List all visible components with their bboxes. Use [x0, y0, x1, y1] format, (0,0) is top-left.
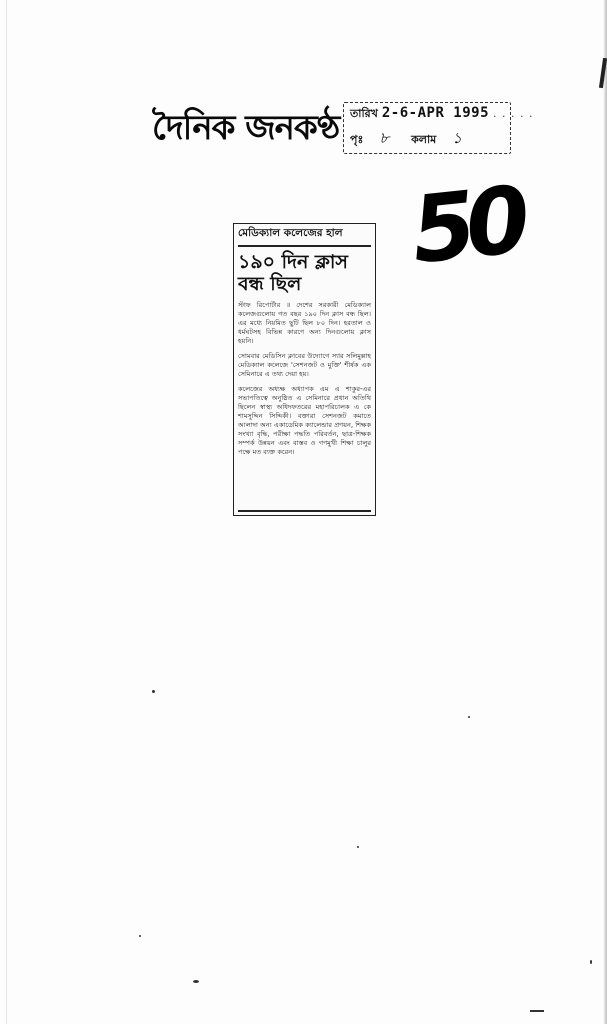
handwritten-page-number: 50 [406, 166, 526, 285]
stamp-page-label: পৃঃ [350, 133, 364, 146]
stamp-dotted-line: . . . . . [493, 107, 534, 120]
date-stamp [343, 102, 534, 154]
scan-speck [590, 960, 592, 964]
scan-speck [530, 1010, 544, 1012]
clipping-headline: ১৯০ দিন ক্লাস বন্ধ ছিল [238, 251, 348, 295]
scan-edge-right [603, 0, 607, 1024]
clipping-paragraph: স্টাফ রিপোর্টার ॥ দেশের সরকারী মেডিক্যাল কলেজগুলোয় গত বছর ১৯০ দিন ক্লাস বন্ধ ছিল। এর মধ্যে নিয়মিত ছুটি ছিল ৮০ দিন। হরতাল ও ধর্মঘটসহ বিভিন্ন কারণে অন্য দিনগুলোয় ক্লাস হয়নি। [238, 301, 371, 345]
stamp-date-value: 2-6-APR 1995 [381, 105, 490, 121]
scan-speck [357, 846, 359, 848]
clipping-kicker: মেডিক্যাল কলেজের হাল [238, 226, 371, 247]
newspaper-masthead: দৈনিক জনকণ্ঠ [152, 108, 340, 148]
scan-speck [152, 690, 155, 693]
stamp-page-row [350, 127, 504, 149]
clipping-body [238, 301, 371, 457]
clipping-paragraph: সোমবার মেডিসিন ক্লাবের উদ্যোগে স্যার সলিমুল্লাহ মেডিক্যাল কলেজে 'সেশনজট ও মুক্তি' শীর্ষক এক সেমিনারে এ তথ্য দেয়া হয়। [238, 352, 371, 378]
scan-speck [193, 980, 199, 983]
scan-edge-left [6, 0, 7, 1024]
stamp-column-value: ১ [452, 129, 463, 147]
newspaper-clipping [233, 223, 376, 516]
stamp-date-row [350, 105, 534, 127]
scan-speck [468, 716, 470, 718]
stamp-date-label: তারিখ [350, 107, 378, 120]
scan-speck [139, 935, 141, 937]
clipping-paragraph: কলেজের অধ্যক্ষ অধ্যাপক এম এ শাকুর-এর সভাপতিত্বে অনুষ্ঠিত এ সেমিনারে প্রধান অতিথি ছিলেন স্বাস্থ্য অধিদফতরের মহাপরিচালক এ কে শামসুদ্দিন সিদ্দিকী। বক্তারা সেশনজট কমাতে আলাদা অন্য একাডেমিক ক্যালেন্ডার প্রণয়ন, শিক্ষক সংখ্যা বৃদ্ধি, পরীক্ষা পদ্ধতি পরিবর্তন, ছাত্র-শিক্ষক সম্পর্ক উন্নয়ন এবং বাস্তব ও গণমুখী শিক্ষা চালুর পক্ষে মত ব্যক্ত করেন। [238, 385, 371, 456]
clipping-bottom-rule [238, 510, 371, 512]
stamp-column-label: কলাম [411, 133, 437, 146]
stamp-page-value: ৮ [379, 129, 390, 147]
